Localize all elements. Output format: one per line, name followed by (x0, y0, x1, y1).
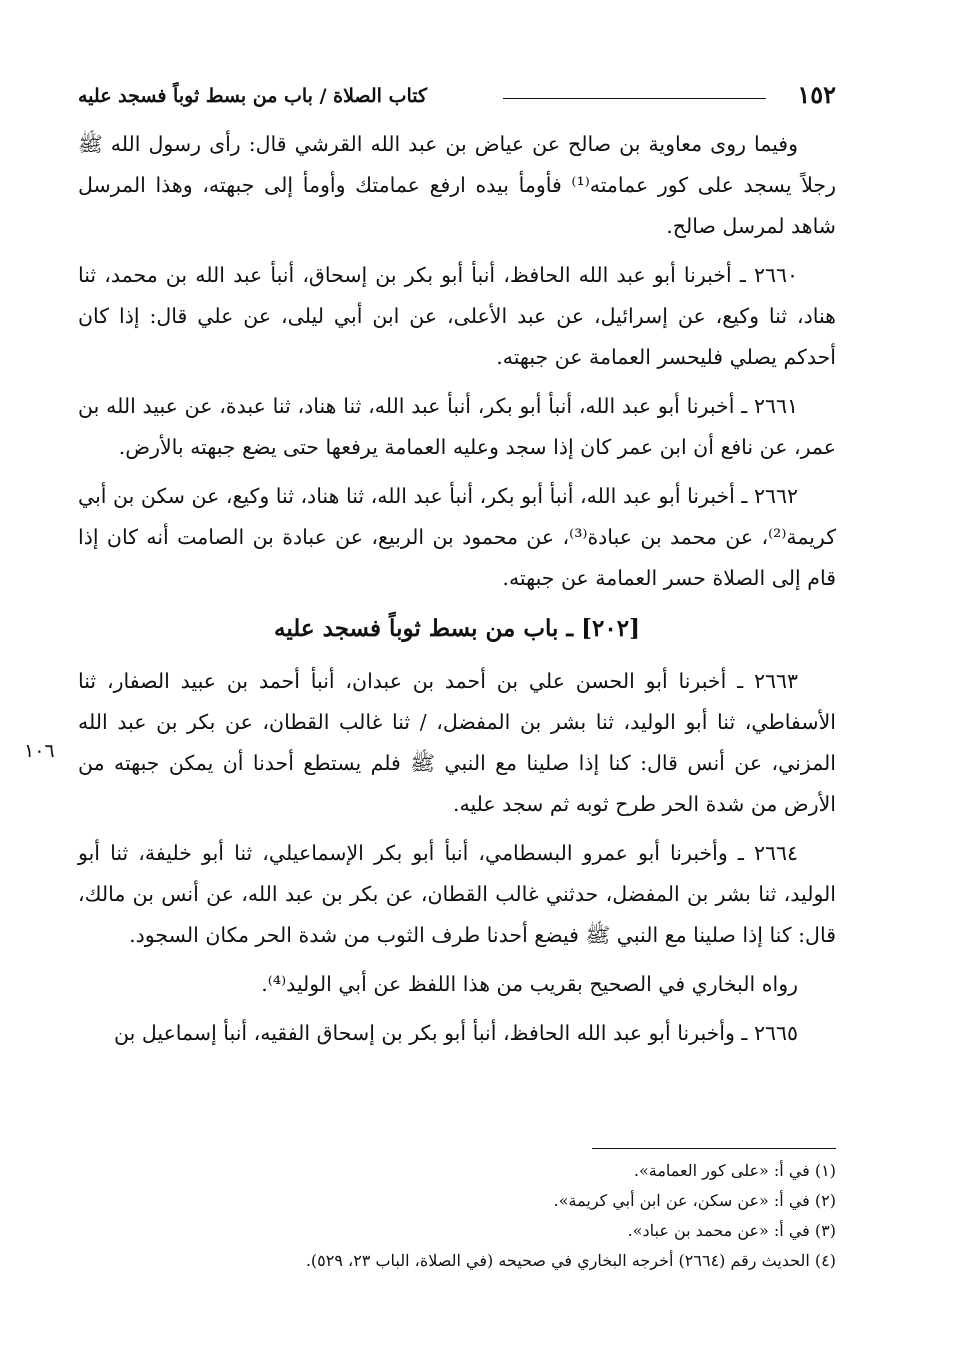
paragraph: وفيما روى معاوية بن صالح عن عياض بن عبد الله القرشي قال: رأى رسول الله ﷺ رجلاً يسجد على كور عمامته⁽¹⁾ فأومأ بيده ارفع عمامتك وأومأ إلى جبهته، وهذا المرسل شاهد لمرسل صالح. (78, 132, 837, 238)
page-body (78, 124, 836, 1062)
narration-note: رواه البخاري في الصحيح بقريب من هذا اللفظ عن أبي الوليد⁽⁴⁾. (261, 972, 798, 996)
page-number: ١٥٢ (797, 80, 836, 109)
hadith-2663: ٢٦٦٣ ـ أخبرنا أبو الحسن علي بن أحمد بن عبدان، أنبأ أحمد بن عبيد الصفار، ثنا الأسفاطي، ثنا أبو الوليد، ثنا بشر بن المفضل، / ثنا غالب القطان، عن بكر بن عبد الله المزني، عن أنس قال: كنا إذا صلينا مع النبي ﷺ فلم يستطع أحدنا أن يمكن جبهته من الأرض من شدة الحر طرح ثوبه ثم سجد عليه. (78, 669, 836, 816)
footnote-rule (592, 1148, 836, 1149)
hadith-2662: ٢٦٦٢ ـ أخبرنا أبو عبد الله، أنبأ أبو بكر، أنبأ عبد الله، ثنا هناد، ثنا وكيع، عن سكن بن أبي كريمة⁽²⁾، عن محمد بن عبادة⁽³⁾، عن محمود بن الربيع، عن عبادة بن الصامت أنه كان إذا قام إلى الصلاة حسر العمامة عن جبهته. (78, 484, 836, 590)
header-rule (503, 98, 766, 99)
hadith-2661: ٢٦٦١ ـ أخبرنا أبو عبد الله، أنبأ أبو بكر، أنبأ عبد الله، ثنا هناد، ثنا عبدة، عن عبيد الله بن عمر، عن نافع أن ابن عمر كان إذا سجد وعليه العمامة يرفعها حتى يضع جبهته بالأرض. (78, 394, 836, 459)
footnote: (٢) في أ: «عن سكن، عن ابن أبي كريمة». (553, 1191, 836, 1210)
hadith-2665: ٢٦٦٥ ـ وأخبرنا أبو عبد الله الحافظ، أنبأ أبو بكر بن إسحاق الفقيه، أنبأ إسماعيل بن (114, 1021, 798, 1045)
page-header (78, 80, 836, 112)
manuscript-folio-number: ١٠٦ (24, 740, 55, 762)
footnote: (١) في أ: «على كور العمامة». (633, 1161, 836, 1180)
footnote: (٣) في أ: «عن محمد بن عباد». (627, 1221, 836, 1240)
hadith-2660: ٢٦٦٠ ـ أخبرنا أبو عبد الله الحافظ، أنبأ أبو بكر بن إسحاق، أنبأ عبد الله بن محمد، ثنا هناد، ثنا وكيع، عن إسرائيل، عن عبد الأعلى، عن ابن أبي ليلى، عن علي قال: إذا كان أحدكم يصلي فليحسر العمامة عن جبهته. (78, 263, 836, 369)
hadith-2664: ٢٦٦٤ ـ وأخبرنا أبو عمرو البسطامي، أنبأ أبو بكر الإسماعيلي، ثنا أبو خليفة، ثنا أبو الوليد، ثنا بشر بن المفضل، حدثني غالب القطان، عن بكر بن عبد الله، عن أنس بن مالك، قال: كنا إذا صلينا مع النبي ﷺ فيضع أحدنا طرف الثوب من شدة الحر مكان السجود. (78, 841, 836, 947)
section-heading: [٢٠٢] ـ باب من بسط ثوباً فسجد عليه (274, 615, 640, 642)
footnotes (78, 1156, 836, 1276)
running-title: كتاب الصلاة / باب من بسط ثوباً فسجد عليه (78, 85, 428, 107)
footnote: (٤) الحديث رقم (٢٦٦٤) أخرجه البخاري في صحيحه (في الصلاة، الباب ٢٣، ٥٢٩). (305, 1251, 836, 1270)
